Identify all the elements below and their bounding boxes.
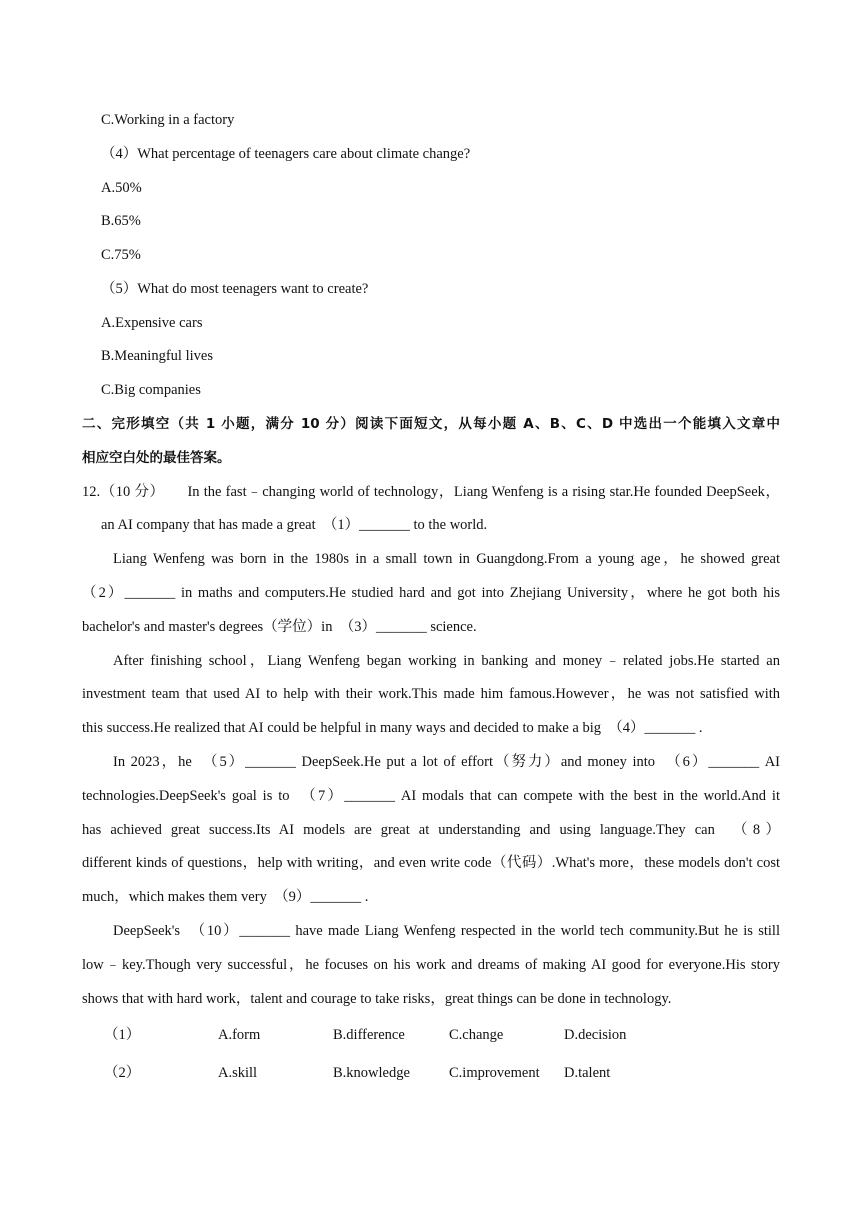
- passage-line: has achieved great success.Its AI models are great at understanding and using language.They can （8）: [82, 822, 780, 838]
- passage-line: After finishing school，Liang Wenfeng began working in banking and money﹣related jobs.He started an: [113, 653, 780, 669]
- answer-option-a: A.skill: [218, 1065, 258, 1081]
- passage-line: investment team that used AI to help with their work.This made him famous.However，he was not satisfied with: [82, 686, 780, 702]
- passage-line: shows that with hard work，talent and courage to take risks，great things can be done in technology.: [82, 991, 672, 1007]
- passage-line: this success.He realized that AI could be helpful in many ways and decided to make a big （4）_______ .: [82, 720, 703, 736]
- passage-line: DeepSeek's （10）_______ have made Liang Wenfeng respected in the world tech community.But he is still: [113, 923, 780, 939]
- answer-row-number: （2）: [104, 1065, 141, 1081]
- q5-option-c: C.Big companies: [101, 382, 201, 398]
- answer-option-c: C.change: [449, 1027, 504, 1043]
- answer-option-a: A.form: [218, 1027, 261, 1043]
- passage-line: bachelor's and master's degrees（学位）in （3）_______ science.: [82, 619, 477, 635]
- passage-line: an AI company that has made a great （1）_______ to the world.: [101, 517, 488, 533]
- answer-option-d: D.talent: [564, 1065, 611, 1081]
- answer-row-number: （1）: [104, 1027, 141, 1043]
- passage-line: much，which makes them very （9）_______ .: [82, 889, 369, 905]
- option-text: C.Working in a factory: [101, 112, 235, 128]
- section-heading: 二、完形填空（共 1 小题，满分 10 分）阅读下面短文，从每小题 A、B、C、D 中选出一个能填入文章中: [82, 416, 780, 432]
- answer-option-c: C.improvement: [449, 1065, 540, 1081]
- question-5: （5）What do most teenagers want to create?: [101, 281, 369, 297]
- section-heading-cont: 相应空白处的最佳答案。: [82, 450, 231, 466]
- passage-line: different kinds of questions，help with writing，and even write code（代码）.What's more，these models don't cost: [82, 855, 780, 871]
- answer-option-d: D.decision: [564, 1027, 627, 1043]
- question-4: （4）What percentage of teenagers care about climate change?: [101, 146, 471, 162]
- passage-line: In 2023，he （5）_______ DeepSeek.He put a lot of effort（努力）and money into （6）_______ AI: [113, 754, 780, 770]
- q4-option-b: B.65%: [101, 213, 141, 229]
- q4-option-a: A.50%: [101, 180, 142, 196]
- passage-line: Liang Wenfeng was born in the 1980s in a small town in Guangdong.From a young age，he showed great: [113, 551, 780, 567]
- q5-option-a: A.Expensive cars: [101, 315, 203, 331]
- q4-option-c: C.75%: [101, 247, 141, 263]
- passage-line: low﹣key.Though very successful，he focuses on his work and dreams of making AI good for everyone.His story: [82, 957, 780, 973]
- passage-line: 12.（10 分） In the fast﹣changing world of technology，Liang Wenfeng is a rising star.He founded DeepSeek，: [82, 484, 780, 500]
- answer-option-b: B.knowledge: [333, 1065, 410, 1081]
- answer-option-b: B.difference: [333, 1027, 405, 1043]
- passage-line: technologies.DeepSeek's goal is to （7）_______ AI modals that can compete with the best in the world.And it: [82, 788, 780, 804]
- passage-line: （2）_______ in maths and computers.He studied hard and got into Zhejiang University，where he got both his: [82, 585, 780, 601]
- q5-option-b: B.Meaningful lives: [101, 348, 213, 364]
